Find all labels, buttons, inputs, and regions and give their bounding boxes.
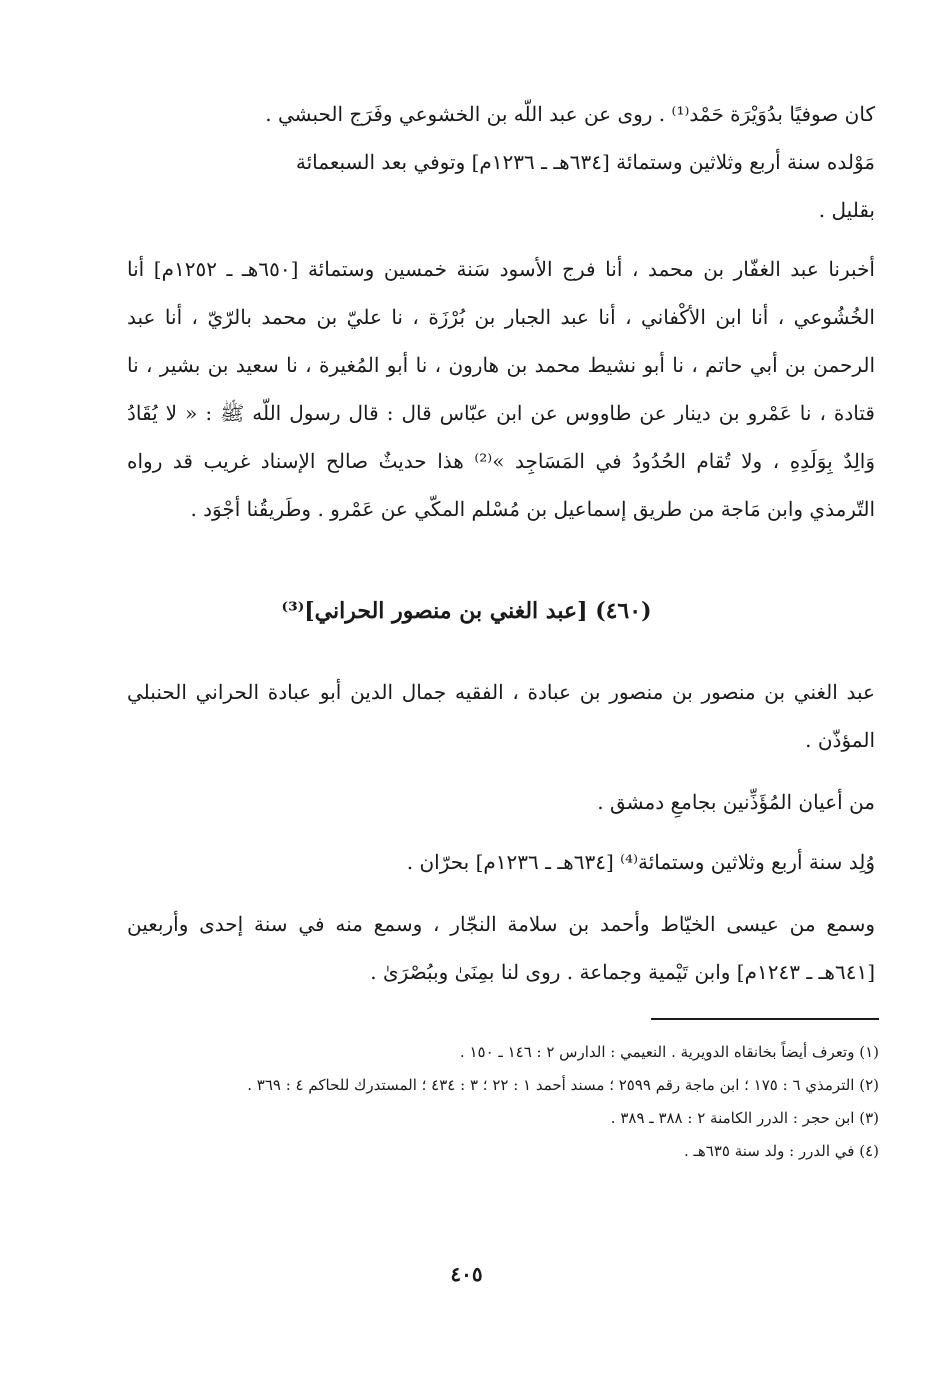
previous-entry-continuation bbox=[127, 90, 875, 234]
continuation-line-1: كان صوفيًا بدُوَيْرَة حَمْد⁽¹⁾ . روى عن عبد اللّه بن الخشوعي وفَرَج الحبشي . bbox=[265, 102, 875, 126]
hadith-paragraph bbox=[127, 245, 875, 533]
entry-birth-paragraph bbox=[127, 838, 875, 886]
continuation-line-3: بقليل . bbox=[818, 198, 875, 222]
footnote-3: (٣) ابن حجر : الدرر الكامنة ٢ : ٣٨٨ ـ ٣٨٩ . bbox=[610, 1109, 879, 1127]
entry-role-paragraph bbox=[127, 778, 875, 826]
entry-heard-paragraph bbox=[127, 900, 875, 996]
entry-role: من أعيان المُؤَذِّنين بجامعِ دمشق . bbox=[597, 790, 875, 814]
footnotes bbox=[53, 1040, 879, 1172]
footnote-1: (١) وتعرف أيضاً بخانقاه الدويرية . النعيمي : الدارس ٢ : ١٤٦ ـ ١٥٠ . bbox=[459, 1043, 879, 1061]
footnote-separator bbox=[651, 1018, 879, 1020]
footnote-4: (٤) في الدرر : ولد سنة ٦٣٥هـ . bbox=[683, 1142, 879, 1160]
entry-heard: وسمع من عيسى الخيّاط وأحمد بن سلامة النجّار ، وسمع منه في سنة إحدى وأربعين [٦٤١هـ ـ ١٢٤٣م] وابن تَيْمية وجماعة . روى لنا بمِنَىٰ وببُصْرَىٰ . bbox=[127, 912, 875, 984]
continuation-line-2: مَوْلده سنة أربع وثلاثين وستمائة [٦٣٤هـ ـ ١٢٣٦م] وتوفي بعد السبعمائة bbox=[295, 150, 875, 174]
footnote-2: (٢) الترمذي ٦ : ١٧٥ ؛ ابن ماجة رقم ٢٥٩٩ ؛ مسند أحمد ١ : ٢٢ ؛ ٣ : ٤٣٤ ؛ المستدرك للحاكم ٤ : ٣٦٩ . bbox=[247, 1076, 879, 1094]
entry-heading: (٤٦٠) [عبد الغني بن منصور الحراني]⁽³⁾ bbox=[281, 598, 652, 624]
entry-birth: وُلِد سنة أربع وثلاثين وستمائة⁽⁴⁾ [٦٣٤هـ ـ ١٢٣٦م] بحرّان . bbox=[406, 850, 875, 874]
entry-intro-paragraph bbox=[127, 668, 875, 764]
page-number: ٤٠٥ bbox=[450, 1262, 483, 1286]
entry-intro: عبد الغني بن منصور بن منصور بن عبادة ، الفقيه جمال الدين أبو عبادة الحراني الحنبلي المؤذّن . bbox=[127, 680, 875, 752]
hadith-text: أخبرنا عبد الغفّار بن محمد ، أنا فرج الأسود سَنة خمسين وستمائة [٦٥٠هـ ـ ١٢٥٢م] أنا الخُشُوعي ، أنا ابن الأكْفاني ، أنا عبد الجبار بن بُرْزَة ، نا عليّ بن محمد بالرّيّ ، أنا عبد الرحمن بن أبي حاتم ، نا أبو نشيط محمد بن هارون ، نا أبو المُغيرة ، نا سعيد بن بشير ، نا قتادة ، نا عَمْرو بن دينار عن طاووس عن ابن عبّاس قال : قال رسول اللّه ﷺ : « لا يُقَادُ وَالِدٌ بِوَلَدِهِ ، ولا تُقام الحُدُودُ في المَسَاجِد »⁽²⁾ هذا حديثٌ صالح الإسناد غريب قد رواه التّرمذي وابن مَاجة من طريق إسماعيل بن مُسْلم المكّي عن عَمْرو . وطَريقُنا أجْوَد . bbox=[127, 257, 875, 521]
